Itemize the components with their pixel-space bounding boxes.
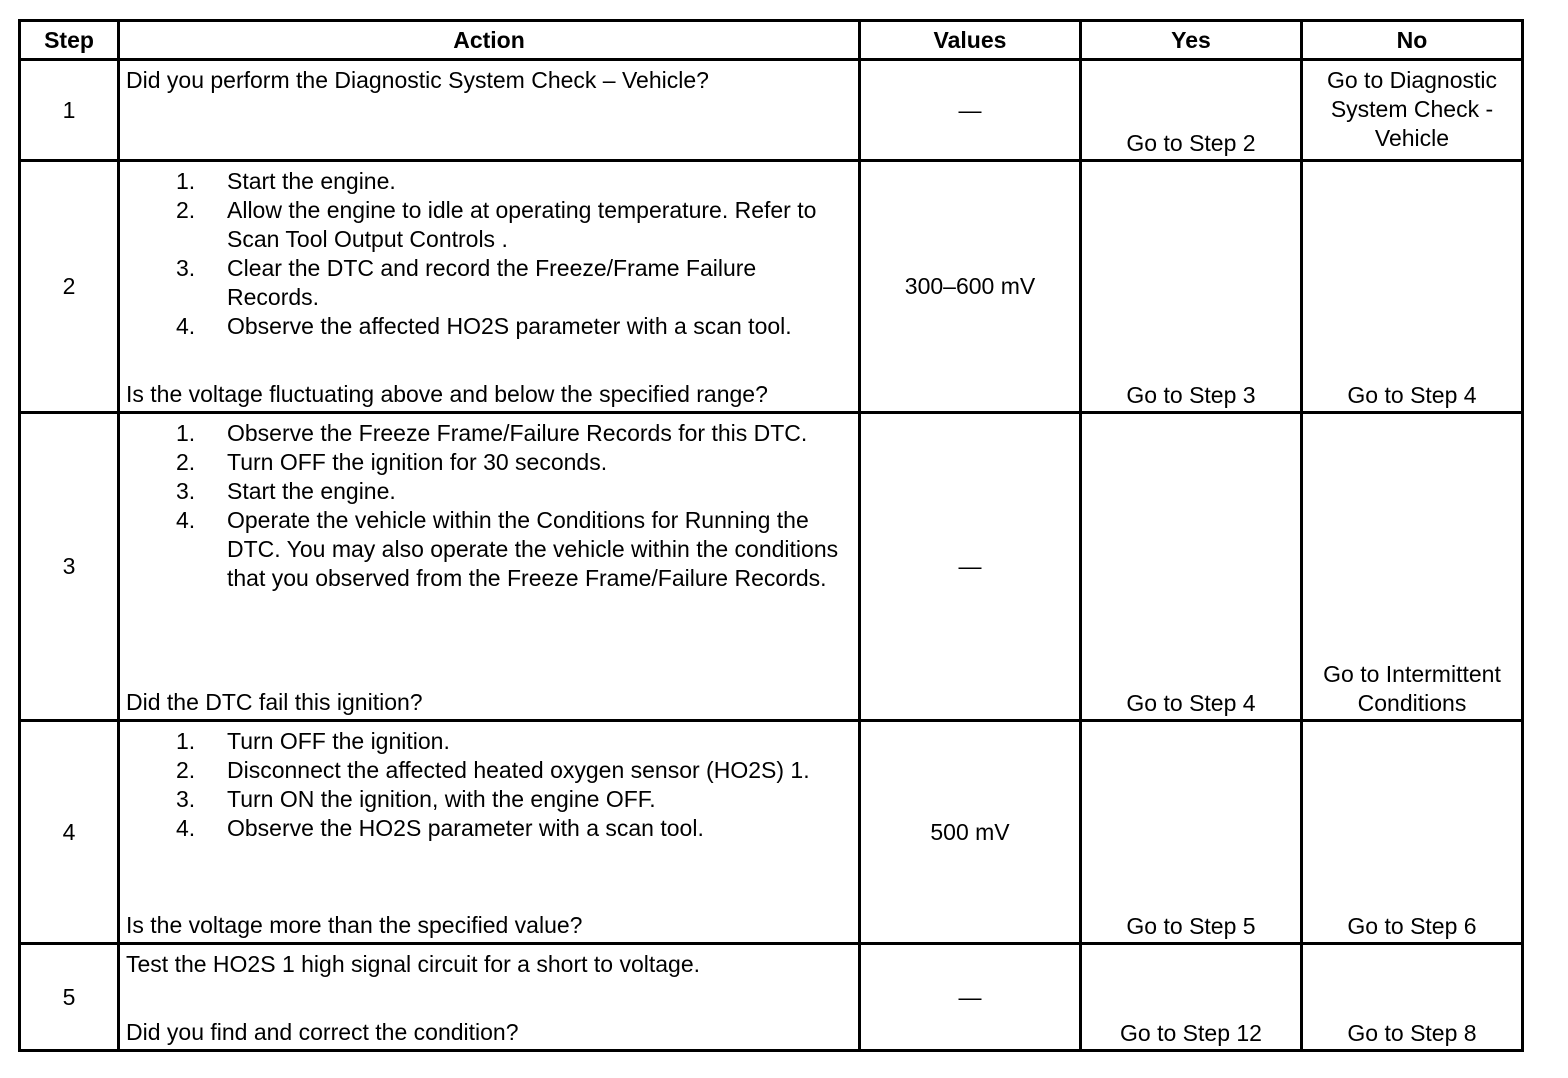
action-text: Test the HO2S 1 high signal circuit for a short to voltage. — [126, 951, 701, 977]
action-question: Did you find and correct the condition? — [126, 1019, 519, 1045]
no-cell: Go to Step 6 — [1302, 721, 1523, 944]
list-text: Allow the engine to idle at operating temperature. Refer to Scan Tool Output Controls . — [227, 197, 817, 252]
action-question: Did the DTC fail this ignition? — [126, 689, 423, 715]
values-cell: 500 mV — [860, 721, 1081, 944]
list-number: 4. — [176, 507, 196, 533]
list-number: 3. — [176, 786, 196, 812]
no-cell: Go to Step 4 — [1302, 161, 1523, 413]
step-number: 3 — [20, 413, 119, 721]
action-steps-list — [126, 727, 852, 843]
table-row — [20, 161, 1523, 413]
list-text: Turn OFF the ignition. — [227, 728, 450, 754]
list-number: 1. — [176, 728, 196, 754]
action-text: Did you perform the Diagnostic System Check – Vehicle? — [126, 67, 709, 93]
action-cell — [119, 944, 860, 1051]
list-text: Turn ON the ignition, with the engine OFF. — [227, 786, 656, 812]
header-no: No — [1302, 21, 1523, 60]
action-cell — [119, 60, 860, 161]
list-text: Observe the Freeze Frame/Failure Records for this DTC. — [227, 420, 808, 446]
action-cell — [119, 721, 860, 944]
table-row — [20, 944, 1523, 1051]
list-text: Start the engine. — [227, 478, 396, 504]
action-cell — [119, 161, 860, 413]
list-text: Disconnect the affected heated oxygen sensor (HO2S) 1. — [227, 757, 810, 783]
action-question: Is the voltage fluctuating above and below the specified range? — [126, 381, 768, 407]
list-item — [126, 419, 852, 448]
list-item — [126, 814, 852, 843]
list-number: 3. — [176, 255, 196, 281]
header-action: Action — [119, 21, 860, 60]
table-header-row — [20, 21, 1523, 60]
list-number: 4. — [176, 313, 196, 339]
no-cell: Go to Diagnostic System Check - Vehicle — [1302, 60, 1523, 161]
list-item — [126, 506, 852, 593]
values-cell: 300–600 mV — [860, 161, 1081, 413]
table-row — [20, 60, 1523, 161]
list-number: 3. — [176, 478, 196, 504]
action-steps-list — [126, 167, 852, 341]
step-number: 2 — [20, 161, 119, 413]
list-number: 1. — [176, 168, 196, 194]
list-text: Start the engine. — [227, 168, 396, 194]
list-number: 2. — [176, 197, 196, 223]
step-number: 4 — [20, 721, 119, 944]
list-item — [126, 727, 852, 756]
action-steps-list — [126, 419, 852, 593]
list-item — [126, 448, 852, 477]
yes-cell: Go to Step 12 — [1081, 944, 1302, 1051]
list-item — [126, 756, 852, 785]
no-cell: Go to Step 8 — [1302, 944, 1523, 1051]
header-yes: Yes — [1081, 21, 1302, 60]
header-step: Step — [20, 21, 119, 60]
list-text: Turn OFF the ignition for 30 seconds. — [227, 449, 608, 475]
list-item — [126, 785, 852, 814]
table-row — [20, 413, 1523, 721]
list-number: 4. — [176, 815, 196, 841]
yes-cell: Go to Step 5 — [1081, 721, 1302, 944]
yes-cell: Go to Step 4 — [1081, 413, 1302, 721]
list-item — [126, 167, 852, 196]
no-cell: Go to Intermittent Conditions — [1302, 413, 1523, 721]
table-row — [20, 721, 1523, 944]
header-values: Values — [860, 21, 1081, 60]
list-text: Operate the vehicle within the Conditions for Running the DTC. You may also operate the vehicle within the conditions that you observed from the Freeze Frame/Failure Records. — [227, 507, 839, 591]
list-text: Clear the DTC and record the Freeze/Frame Failure Records. — [227, 255, 757, 310]
diagnostic-table — [18, 19, 1524, 1052]
values-cell: — — [860, 413, 1081, 721]
step-number: 5 — [20, 944, 119, 1051]
list-number: 2. — [176, 757, 196, 783]
list-item — [126, 196, 852, 254]
list-item — [126, 477, 852, 506]
action-question: Is the voltage more than the specified value? — [126, 912, 583, 938]
list-item — [126, 312, 852, 341]
list-text: Observe the HO2S parameter with a scan tool. — [227, 815, 704, 841]
list-text: Observe the affected HO2S parameter with a scan tool. — [227, 313, 792, 339]
action-cell — [119, 413, 860, 721]
list-number: 2. — [176, 449, 196, 475]
yes-cell: Go to Step 3 — [1081, 161, 1302, 413]
list-number: 1. — [176, 420, 196, 446]
values-cell: — — [860, 944, 1081, 1051]
values-cell: — — [860, 60, 1081, 161]
step-number: 1 — [20, 60, 119, 161]
yes-cell: Go to Step 2 — [1081, 60, 1302, 161]
list-item — [126, 254, 852, 312]
